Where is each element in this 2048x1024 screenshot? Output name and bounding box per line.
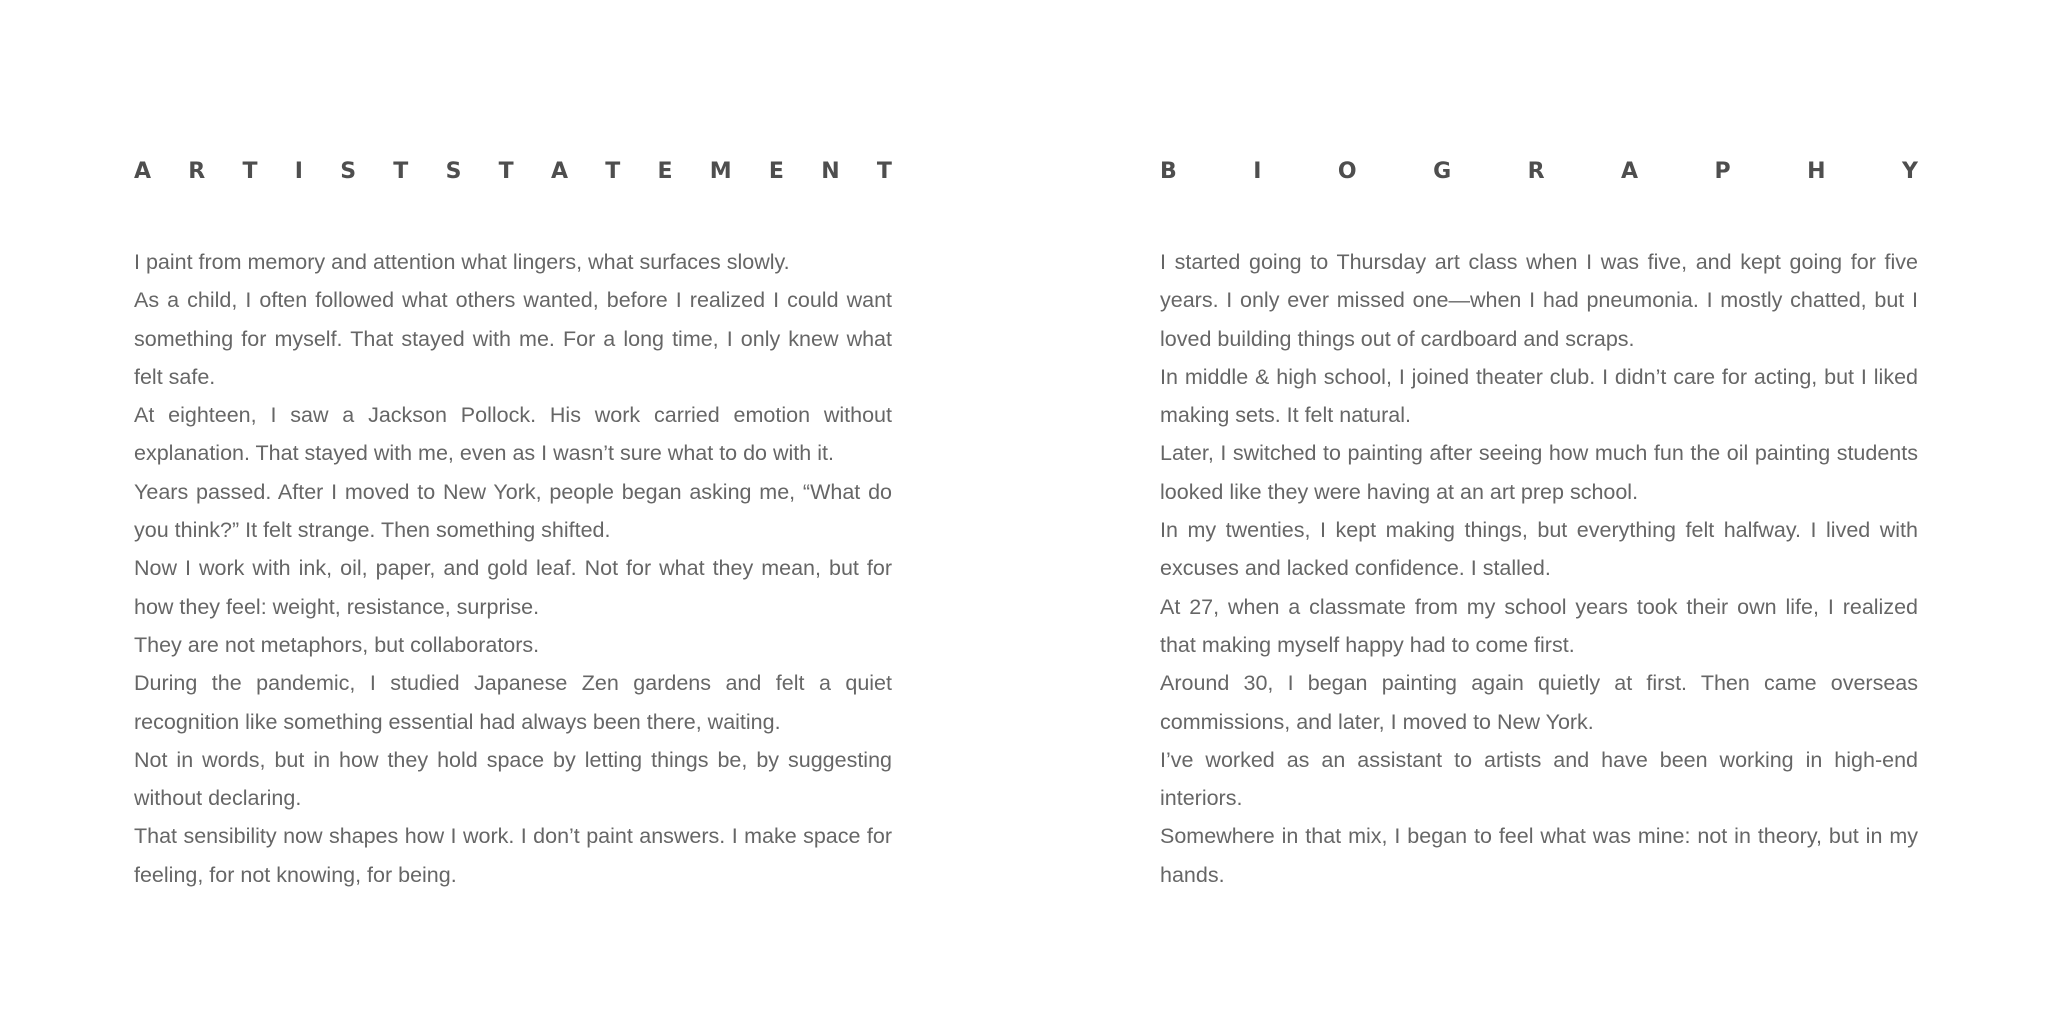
heading-letter: E [768,159,784,184]
statement-paragraph: Not in words, but in how they hold space by letting things be, by suggesting without declaring. [134,747,892,811]
heading-letter: A [134,159,152,184]
heading-letter: S [445,159,462,184]
heading-letter: A [1621,159,1639,184]
biography-paragraph: Later, I switched to painting after seeing how much fun the oil painting students looked like they were having at an art prep school. [1160,441,1918,504]
heading-letter: T [498,159,514,184]
heading-letter: E [657,159,673,184]
heading-letter: T [242,159,258,184]
heading-letter: Y [1902,159,1918,184]
biography-paragraph: In my twenties, I kept making things, but everything felt halfway. I lived with excuses and lacked confidence. I stalled. [1160,518,1918,581]
statement-paragraph: That sensibility now shapes how I work. I don’t paint answers. I make space for feeling, for not knowing, for being. [134,824,892,887]
heading-letter: P [1714,159,1731,184]
heading-letter: R [188,159,206,184]
biography-paragraph: I’ve worked as an assistant to artists and have been working in high-end interiors. [1160,747,1918,811]
statement-paragraph: They are not metaphors, but collaborators. [134,632,540,657]
biography-paragraph: In middle & high school, I joined theater club. I didn’t care for acting, but I liked making sets. It felt natural. [1160,364,1918,428]
heading-letter: R [1527,159,1545,184]
heading-letter: O [1337,159,1357,184]
heading-letter: M [709,159,732,184]
artist-statement-section [134,155,892,894]
biography-section [1160,155,1918,894]
statement-paragraph: At eighteen, I saw a Jackson Pollock. His work carried emotion without explanation. That stayed with me, even as I wasn’t sure what to do with it. [134,403,892,466]
biography-paragraph: At 27, when a classmate from my school years took their own life, I realized that making myself happy had to come first. [1160,594,1918,657]
heading-letter: I [294,159,303,184]
heading-letter: T [393,159,409,184]
artist-statement-heading [134,155,892,189]
heading-letter: I [1253,159,1262,184]
statement-paragraph: I paint from memory and attention what lingers, what surfaces slowly. [134,250,790,274]
heading-letter: H [1807,159,1826,184]
heading-letter: A [550,159,568,184]
statement-paragraph: Now I work with ink, oil, paper, and gold leaf. Not for what they mean, but for how they feel: weight, resistance, surprise. [134,556,892,619]
biography-paragraph: I started going to Thursday art class when I was five, and kept going for five years. I only ever missed one—when I had pneumonia. I mostly chatted, but I loved building things out of cardboard and scraps. [1160,250,1918,351]
heading-letter: T [605,159,621,184]
heading-letter: T [876,159,892,184]
heading-letter: N [821,159,840,184]
heading-letter: B [1160,159,1177,184]
biography-heading [1160,155,1918,189]
statement-paragraph: During the pandemic, I studied Japanese Zen gardens and felt a quiet recognition like something essential had always been there, waiting. [134,671,892,734]
biography-paragraph: Somewhere in that mix, I began to feel what was mine: not in theory, but in my hands. [1160,824,1918,887]
heading-letter: G [1433,159,1452,184]
biography-paragraph: Around 30, I began painting again quietly at first. Then came overseas commissions, and later, I moved to New York. [1160,671,1918,734]
statement-paragraph: As a child, I often followed what others wanted, before I realized I could want something for myself. That stayed with me. For a long time, I only knew what felt safe. [134,288,892,389]
heading-letter: S [340,159,357,184]
statement-paragraph: Years passed. After I moved to New York, people began asking me, “What do you think?” It felt strange. Then something shifted. [134,479,892,543]
